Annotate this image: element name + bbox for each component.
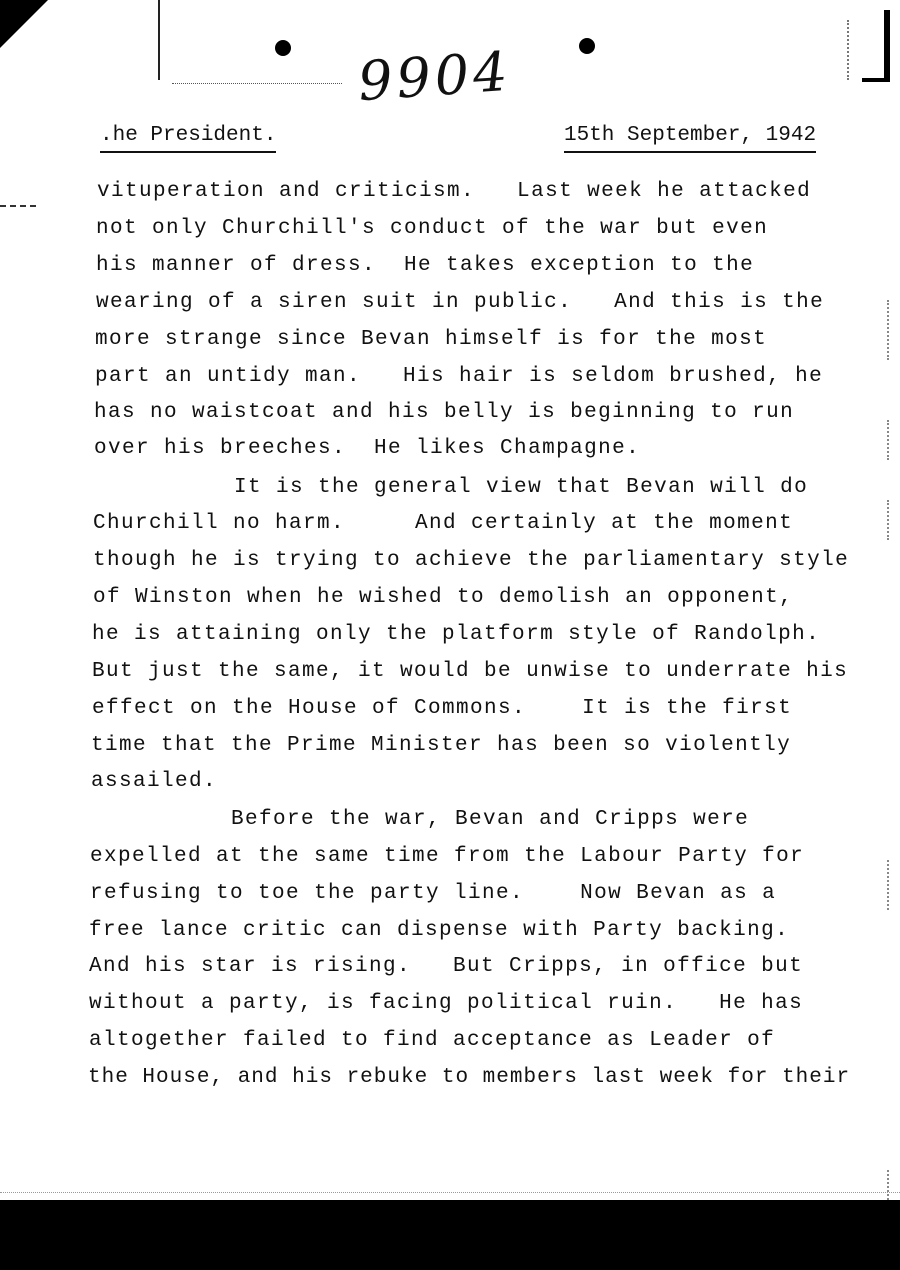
body-line: time that the Prime Minister has been so violently: [91, 734, 792, 757]
scan-edge-speckle: [887, 1170, 891, 1200]
body-line: the House, and his rebuke to members last week for their: [88, 1066, 851, 1089]
body-line: effect on the House of Commons. It is the first: [92, 697, 793, 720]
scan-edge-bracket-foot: [862, 78, 890, 82]
body-line: altogether failed to find acceptance as Leader of: [89, 1029, 776, 1052]
body-line: wearing of a siren suit in public. And this is the: [96, 291, 825, 314]
punch-hole: [579, 38, 595, 54]
body-line: expelled at the same time from the Labour Party for: [90, 845, 805, 868]
body-line: assailed.: [91, 770, 218, 793]
body-line: It is the general view that Bevan will do: [94, 476, 809, 499]
scan-edge-speckle: [887, 300, 891, 360]
scan-edge-dash: [0, 205, 36, 207]
scan-edge-bracket: [884, 10, 890, 82]
body-line: he is attaining only the platform style of Randolph.: [92, 623, 821, 646]
scan-edge-speckle: [887, 420, 891, 460]
scan-edge-speckle: [887, 500, 891, 540]
body-line: his manner of dress. He takes exception to the: [96, 254, 755, 277]
handwritten-document-number: 9904: [355, 39, 514, 114]
body-line: over his breeches. He likes Champagne.: [94, 437, 641, 460]
body-line: free lance critic can dispense with Party backing.: [89, 919, 790, 942]
body-line: And his star is rising. But Cripps, in office but: [89, 955, 804, 978]
scan-edge-speckle: [887, 860, 891, 910]
date-heading: 15th September, 1942: [564, 122, 816, 153]
body-line: more strange since Bevan himself is for the most: [95, 328, 768, 351]
scan-dotted-line: [172, 83, 342, 84]
body-line: refusing to toe the party line. Now Bevan as a: [90, 882, 777, 905]
scan-edge-line: [158, 0, 160, 80]
body-line: not only Churchill's conduct of the war but even: [96, 217, 769, 240]
scan-bottom-edge: [0, 1200, 900, 1270]
body-line: But just the same, it would be unwise to underrate his: [92, 660, 849, 683]
body-line: vituperation and criticism. Last week he attacked: [97, 180, 812, 203]
body-line: though he is trying to achieve the parliamentary style: [93, 549, 850, 572]
addressee-heading: .he President.: [100, 122, 276, 153]
scan-corner-artifact: [0, 0, 48, 48]
body-line: without a party, is facing political ruin. He has: [89, 992, 804, 1015]
scan-edge-dots: [847, 20, 851, 80]
body-line: Before the war, Bevan and Cripps were: [91, 808, 750, 831]
body-line: of Winston when he wished to demolish an opponent,: [93, 586, 794, 609]
body-line: Churchill no harm. And certainly at the moment: [93, 512, 794, 535]
scan-bottom-dots: [0, 1192, 900, 1193]
body-line: part an untidy man. His hair is seldom brushed, he: [95, 365, 824, 388]
body-line: has no waistcoat and his belly is beginning to run: [94, 401, 795, 424]
punch-hole: [275, 40, 291, 56]
